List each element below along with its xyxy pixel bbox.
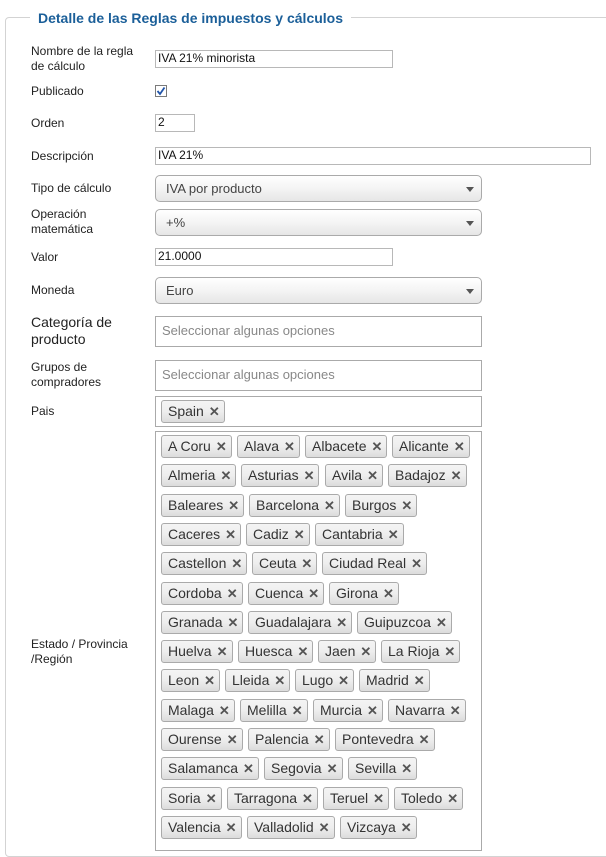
state-chip-label: Madrid bbox=[366, 672, 409, 689]
close-icon[interactable]: ✕ bbox=[205, 790, 217, 806]
state-chip-label: Lleida bbox=[232, 672, 270, 689]
category-placeholder: Seleccionar algunas opciones bbox=[162, 323, 335, 338]
state-chip[interactable] bbox=[161, 582, 243, 605]
state-chip-label: Salamanca bbox=[168, 760, 239, 777]
category-multiselect[interactable] bbox=[155, 316, 482, 347]
state-label-line1: Estado / Provincia bbox=[31, 637, 128, 651]
state-chip-label: Cuenca bbox=[255, 584, 304, 601]
state-chip[interactable] bbox=[392, 435, 470, 458]
close-icon[interactable]: ✕ bbox=[297, 644, 309, 660]
shopper-groups-label-line2: compradores bbox=[31, 375, 102, 389]
close-icon[interactable]: ✕ bbox=[301, 556, 313, 572]
close-icon[interactable]: ✕ bbox=[371, 439, 383, 454]
state-chip[interactable] bbox=[394, 787, 463, 810]
state-chip-label: Alava bbox=[244, 438, 280, 454]
state-chip-label: Sevilla bbox=[355, 760, 397, 777]
state-chip[interactable] bbox=[238, 640, 313, 663]
close-icon[interactable]: ✕ bbox=[208, 404, 220, 419]
state-chip-label: Malaga bbox=[168, 701, 214, 718]
state-label bbox=[31, 637, 151, 667]
state-chip[interactable] bbox=[161, 757, 259, 780]
close-icon[interactable]: ✕ bbox=[215, 439, 227, 454]
state-chip[interactable] bbox=[345, 494, 417, 517]
state-chip[interactable] bbox=[161, 699, 235, 722]
state-chip-label: Teruel bbox=[330, 789, 369, 806]
close-icon[interactable]: ✕ bbox=[401, 761, 413, 777]
math-op-label-line1: Operación bbox=[31, 207, 87, 221]
checkmark-icon bbox=[156, 86, 166, 96]
state-chip[interactable] bbox=[348, 757, 417, 780]
state-chip[interactable] bbox=[305, 435, 387, 458]
shopper-groups-label bbox=[31, 360, 151, 390]
state-chip[interactable] bbox=[388, 699, 466, 722]
state-multiselect[interactable] bbox=[155, 431, 482, 851]
shopper-groups-label-line1: Grupos de bbox=[31, 360, 88, 374]
state-chip[interactable] bbox=[315, 523, 404, 546]
state-chip[interactable] bbox=[246, 523, 310, 546]
state-chip-label: Tarragona bbox=[234, 789, 298, 806]
close-icon[interactable]: ✕ bbox=[453, 439, 465, 454]
name-label-line1: Nombre de la regla bbox=[31, 44, 134, 58]
state-chip[interactable] bbox=[237, 435, 300, 458]
state-chip-label: Girona bbox=[336, 584, 379, 601]
shopper-groups-multiselect[interactable] bbox=[155, 360, 482, 391]
state-chip[interactable] bbox=[295, 669, 354, 692]
state-chip[interactable] bbox=[249, 494, 340, 517]
state-chip-label: Castellon bbox=[168, 555, 227, 572]
close-icon[interactable]: ✕ bbox=[336, 614, 348, 630]
state-chip-label: La Rioja bbox=[388, 643, 440, 660]
state-chip-label: Jaen bbox=[325, 643, 356, 660]
close-icon[interactable]: ✕ bbox=[274, 673, 286, 689]
chevron-down-icon bbox=[466, 289, 474, 294]
close-icon[interactable]: ✕ bbox=[413, 673, 425, 689]
state-label-line2: /Región bbox=[31, 652, 73, 666]
close-icon[interactable]: ✕ bbox=[360, 644, 372, 660]
close-icon[interactable]: ✕ bbox=[373, 790, 385, 806]
state-chip-label: Ourense bbox=[168, 731, 222, 747]
state-chip[interactable] bbox=[161, 494, 244, 517]
category-label-line2: producto bbox=[31, 331, 86, 347]
state-chip-label: Asturias bbox=[248, 467, 299, 484]
close-icon[interactable]: ✕ bbox=[204, 673, 216, 689]
state-chip-label: Valladolid bbox=[254, 818, 314, 835]
state-chip-label: Badajoz bbox=[395, 467, 446, 484]
close-icon[interactable]: ✕ bbox=[449, 702, 461, 718]
close-icon[interactable]: ✕ bbox=[220, 468, 232, 484]
state-chip-label: Navarra bbox=[395, 701, 445, 718]
order-label: Orden bbox=[31, 116, 65, 130]
section-legend: Detalle de las Reglas de impuestos y cálculos bbox=[30, 9, 351, 27]
calc-type-select[interactable] bbox=[155, 175, 482, 202]
state-chip-label: Alicante bbox=[399, 438, 449, 454]
category-label-line1: Categoría de bbox=[31, 314, 112, 330]
state-chip[interactable] bbox=[388, 464, 467, 487]
math-op-value: +% bbox=[166, 215, 186, 230]
state-chip[interactable] bbox=[313, 699, 383, 722]
state-chip-label: Guadalajara bbox=[255, 613, 332, 630]
state-chip[interactable] bbox=[318, 640, 376, 663]
close-icon[interactable]: ✕ bbox=[308, 585, 320, 601]
close-icon[interactable]: ✕ bbox=[243, 761, 254, 777]
state-chip[interactable] bbox=[241, 464, 319, 487]
state-chip-label: Barcelona bbox=[256, 496, 320, 513]
state-chip[interactable] bbox=[335, 728, 435, 751]
state-chip-label: Cadiz bbox=[253, 525, 289, 542]
state-chip[interactable] bbox=[359, 669, 430, 692]
state-chip-label: Valencia bbox=[168, 818, 221, 835]
state-chip-label: Leon bbox=[168, 672, 200, 689]
close-icon[interactable]: ✕ bbox=[303, 468, 315, 484]
close-icon[interactable]: ✕ bbox=[291, 702, 303, 718]
value-label: Valor bbox=[31, 250, 59, 264]
close-icon[interactable]: ✕ bbox=[401, 497, 413, 513]
state-chip-label: Granada bbox=[168, 613, 223, 630]
state-chip[interactable] bbox=[161, 464, 236, 487]
state-chip-label: Ceuta bbox=[259, 555, 297, 572]
state-chip[interactable] bbox=[264, 757, 343, 780]
state-chip[interactable] bbox=[240, 699, 308, 722]
close-icon[interactable]: ✕ bbox=[387, 526, 399, 542]
close-icon[interactable]: ✕ bbox=[418, 732, 430, 747]
order-input[interactable]: 2 bbox=[155, 114, 195, 132]
state-chip[interactable] bbox=[161, 523, 241, 546]
state-chip[interactable] bbox=[329, 582, 399, 605]
description-label: Descripción bbox=[31, 149, 94, 163]
close-icon[interactable]: ✕ bbox=[226, 585, 238, 601]
state-chip[interactable] bbox=[161, 552, 247, 575]
state-chip[interactable] bbox=[340, 816, 417, 839]
state-chip[interactable] bbox=[161, 787, 222, 810]
state-chip[interactable] bbox=[252, 552, 317, 575]
state-chip-label: Guipuzcoa bbox=[364, 613, 431, 630]
state-chip-label: Avila bbox=[332, 467, 363, 484]
state-chip-label: Huesca bbox=[245, 643, 293, 660]
state-chip[interactable] bbox=[247, 816, 335, 839]
state-chip[interactable] bbox=[322, 552, 427, 575]
name-label bbox=[31, 44, 151, 74]
close-icon[interactable]: ✕ bbox=[216, 644, 228, 660]
state-chip-label: Vizcaya bbox=[347, 818, 396, 835]
state-chip-label: Burgos bbox=[352, 496, 397, 513]
state-chip[interactable] bbox=[161, 640, 233, 663]
math-op-label-line2: matemática bbox=[31, 222, 94, 236]
state-chip[interactable] bbox=[248, 728, 330, 751]
state-chip[interactable] bbox=[161, 435, 232, 458]
state-chip-label: Huelva bbox=[168, 643, 212, 660]
state-chip[interactable] bbox=[161, 728, 243, 751]
state-chip[interactable] bbox=[381, 640, 460, 663]
state-chip[interactable] bbox=[161, 816, 242, 839]
value-input[interactable]: 21.0000 bbox=[155, 248, 393, 266]
country-chip-label: Spain bbox=[168, 403, 204, 419]
rule-name-input[interactable]: IVA 21% minorista bbox=[155, 50, 393, 68]
close-icon[interactable]: ✕ bbox=[225, 819, 237, 835]
close-icon[interactable]: ✕ bbox=[367, 702, 378, 718]
name-label-line2: de cálculo bbox=[31, 59, 86, 73]
calc-type-value: IVA por producto bbox=[166, 181, 262, 196]
state-chip[interactable] bbox=[325, 464, 383, 487]
state-chip-label: Ciudad Real bbox=[329, 555, 407, 572]
state-chip-label: Almeria bbox=[168, 467, 216, 484]
close-icon[interactable]: ✕ bbox=[338, 673, 350, 689]
close-icon[interactable]: ✕ bbox=[326, 761, 338, 777]
currency-value: Euro bbox=[166, 283, 194, 298]
description-input[interactable]: IVA 21% bbox=[155, 147, 591, 165]
currency-label: Moneda bbox=[31, 283, 75, 297]
close-icon[interactable]: ✕ bbox=[226, 732, 238, 747]
shopper-groups-placeholder: Seleccionar algunas opciones bbox=[162, 367, 335, 382]
state-chip-label: Caceres bbox=[168, 525, 221, 542]
state-chip[interactable] bbox=[357, 611, 452, 634]
state-chip[interactable] bbox=[225, 669, 290, 692]
state-chip[interactable] bbox=[227, 787, 318, 810]
close-icon[interactable]: ✕ bbox=[435, 614, 447, 630]
state-chip[interactable] bbox=[161, 611, 243, 634]
close-icon[interactable]: ✕ bbox=[284, 439, 295, 454]
close-icon[interactable]: ✕ bbox=[231, 556, 243, 572]
state-chip-label: Toledo bbox=[401, 789, 443, 806]
state-chip-label: Soria bbox=[168, 789, 201, 806]
state-chip-label: A Coru bbox=[168, 438, 211, 454]
close-icon[interactable]: ✕ bbox=[400, 819, 412, 835]
math-op-label bbox=[31, 207, 151, 237]
state-chip[interactable] bbox=[323, 787, 389, 810]
close-icon[interactable]: ✕ bbox=[228, 497, 240, 513]
currency-select[interactable] bbox=[155, 277, 482, 304]
country-multiselect[interactable] bbox=[155, 396, 482, 427]
close-icon[interactable]: ✕ bbox=[318, 819, 330, 835]
close-icon[interactable]: ✕ bbox=[367, 468, 378, 484]
state-chip-label: Baleares bbox=[168, 496, 224, 513]
close-icon[interactable]: ✕ bbox=[227, 614, 239, 630]
close-icon[interactable]: ✕ bbox=[450, 468, 462, 484]
state-chip-label: Pontevedra bbox=[342, 731, 414, 747]
state-chip-label: Palencia bbox=[255, 731, 309, 747]
state-chip-label: Lugo bbox=[302, 672, 334, 689]
country-label: Pais bbox=[31, 404, 55, 418]
state-chip[interactable] bbox=[248, 611, 352, 634]
close-icon[interactable]: ✕ bbox=[218, 702, 230, 718]
state-chip-label: Cordoba bbox=[168, 584, 222, 601]
close-icon[interactable]: ✕ bbox=[447, 790, 459, 806]
state-chip-label: Cantabria bbox=[322, 525, 383, 542]
close-icon[interactable]: ✕ bbox=[411, 556, 422, 572]
published-label: Publicado bbox=[31, 84, 84, 98]
close-icon[interactable]: ✕ bbox=[225, 526, 237, 542]
state-chip-label: Melilla bbox=[247, 701, 287, 718]
state-chip[interactable] bbox=[248, 582, 324, 605]
state-chip-label: Segovia bbox=[271, 760, 322, 777]
close-icon[interactable]: ✕ bbox=[324, 497, 335, 513]
published-checkbox[interactable] bbox=[155, 85, 167, 97]
category-label bbox=[31, 314, 151, 348]
close-icon[interactable]: ✕ bbox=[293, 526, 305, 542]
state-chip-label: Murcia bbox=[320, 701, 363, 718]
chevron-down-icon bbox=[466, 187, 474, 192]
state-chip[interactable] bbox=[161, 669, 220, 692]
close-icon[interactable]: ✕ bbox=[313, 732, 325, 747]
country-chip[interactable] bbox=[161, 400, 225, 423]
math-op-select[interactable] bbox=[155, 209, 482, 236]
close-icon[interactable]: ✕ bbox=[383, 585, 394, 601]
state-chip-label: Albacete bbox=[312, 438, 367, 454]
calc-type-label: Tipo de cálculo bbox=[31, 181, 112, 195]
chevron-down-icon bbox=[466, 221, 474, 226]
close-icon[interactable]: ✕ bbox=[444, 644, 456, 660]
close-icon[interactable]: ✕ bbox=[302, 790, 313, 806]
